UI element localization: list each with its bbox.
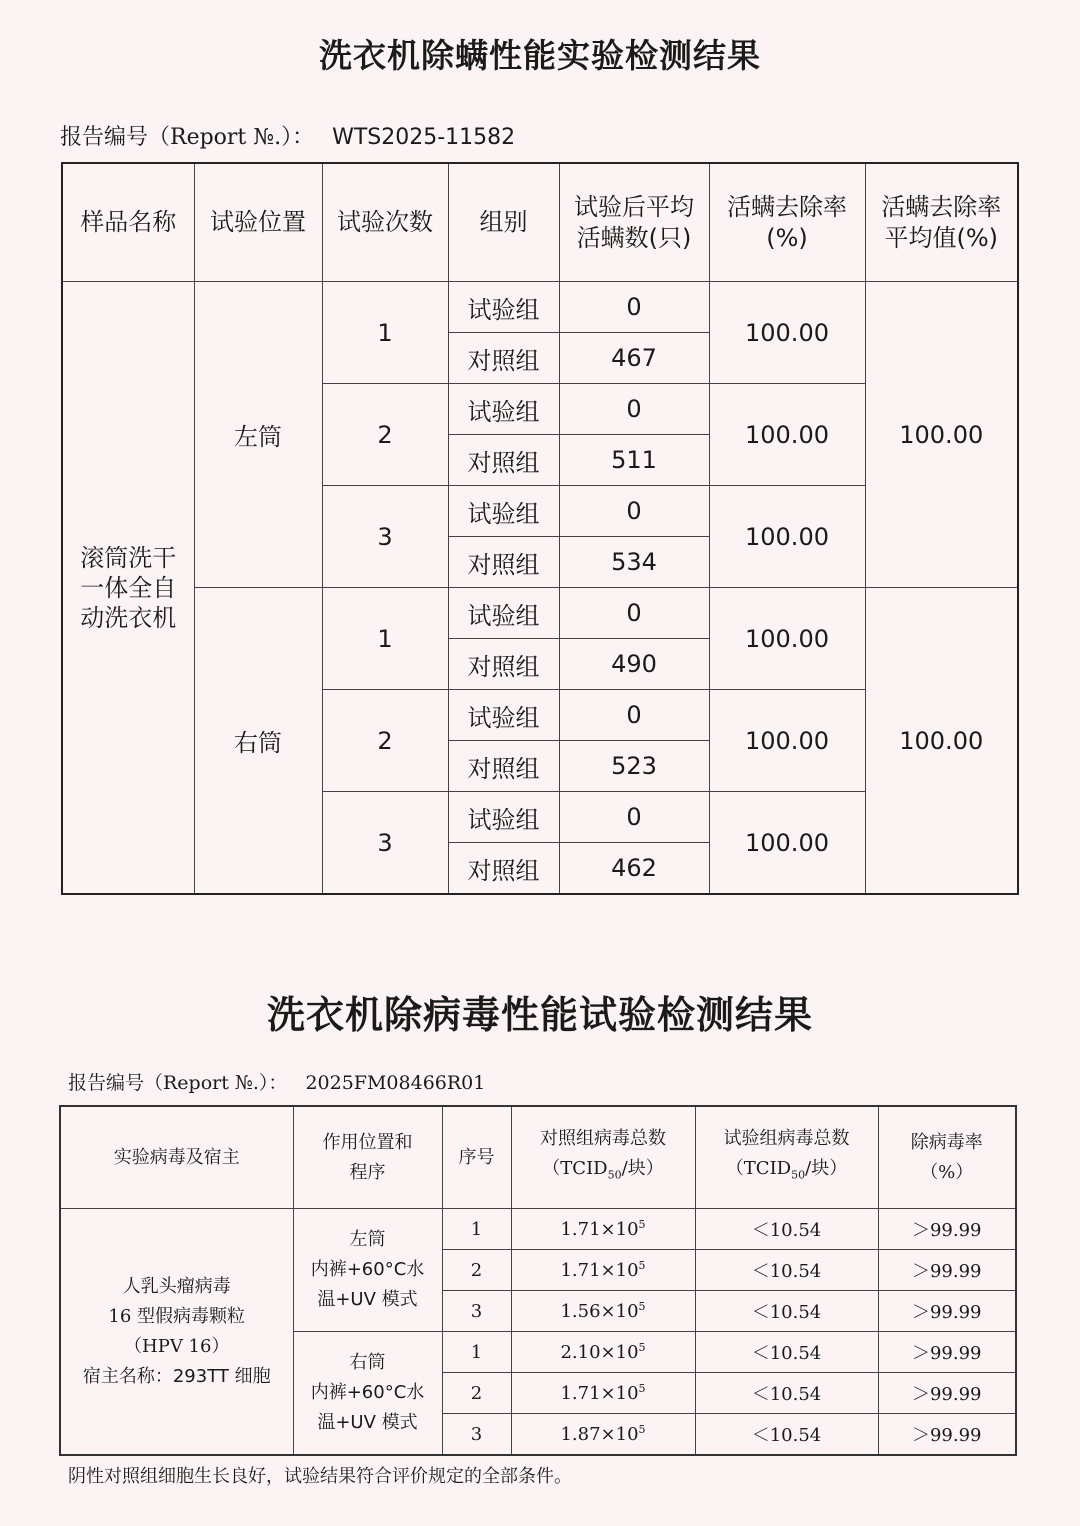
header-group: 组别 <box>448 163 559 282</box>
mite-report-label: 报告编号（Report №.）： <box>60 125 315 150</box>
group-control: 对照组 <box>448 639 559 690</box>
rate-cell: ＞99.99 <box>878 1373 1016 1414</box>
header-run-count: 试验次数 <box>322 163 448 282</box>
test-total-cell: ＜10.54 <box>695 1373 878 1414</box>
header-virus-host: 实验病毒及宿主 <box>60 1106 293 1209</box>
host-line-1: 人乳头瘤病毒 <box>122 1275 231 1297</box>
control-exponent: 5 <box>638 1300 646 1313</box>
test-total-cell: ＜10.54 <box>695 1250 878 1291</box>
rate-cell: ＞99.99 <box>878 1414 1016 1456</box>
rate-cell: ＞99.99 <box>878 1209 1016 1250</box>
header-control-total-unit <box>512 1154 695 1191</box>
removal-rate-average: 100.00 <box>865 282 1018 588</box>
footnote: 阴性对照组细胞生长良好，试验结果符合评价规定的全部条件。 <box>68 1466 572 1487</box>
host-line-3: （HPV 16） <box>124 1335 230 1357</box>
run-no: 2 <box>322 384 448 486</box>
group-test: 试验组 <box>448 792 559 843</box>
control-exponent: 5 <box>638 1382 646 1395</box>
unit-prefix: （TCID <box>725 1158 792 1180</box>
header-avg-live-mites: 试验后平均活螨数(只) <box>559 163 709 282</box>
program-line-1: 内裤+60°C水 <box>310 1382 425 1403</box>
virus-results-table <box>59 1105 1017 1456</box>
position-name: 左筒 <box>349 1229 386 1250</box>
header-control-total <box>511 1106 695 1209</box>
position-right: 右筒 <box>194 588 322 895</box>
removal-rate: 100.00 <box>709 588 865 690</box>
control-mantissa: 1.87×10 <box>560 1424 639 1445</box>
position-program-right <box>293 1332 442 1456</box>
virus-report-number <box>68 1068 485 1095</box>
control-mantissa: 1.71×10 <box>560 1219 639 1240</box>
group-control: 对照组 <box>448 435 559 486</box>
group-test: 试验组 <box>448 282 559 333</box>
table-row <box>62 282 1018 333</box>
unit-prefix: （TCID <box>542 1158 608 1180</box>
seq-cell: 3 <box>442 1414 511 1456</box>
control-total-cell <box>511 1250 695 1291</box>
unit-suffix: /块） <box>621 1158 664 1180</box>
position-program-left <box>293 1209 442 1332</box>
header-rate-label: 除病毒率 <box>910 1131 983 1153</box>
control-total-cell <box>511 1209 695 1250</box>
header-position: 试验位置 <box>194 163 322 282</box>
rate-cell: ＞99.99 <box>878 1332 1016 1373</box>
header-position-program: 作用位置和程序 <box>293 1106 442 1209</box>
run-no: 1 <box>322 588 448 690</box>
removal-rate: 100.00 <box>709 792 865 895</box>
header-test-total <box>695 1106 878 1209</box>
unit-sub: 50 <box>607 1168 622 1182</box>
control-count: 534 <box>559 537 709 588</box>
control-count: 467 <box>559 333 709 384</box>
control-count: 462 <box>559 843 709 895</box>
header-removal-rate: 活螨去除率(%) <box>709 163 865 282</box>
run-no: 1 <box>322 282 448 384</box>
mite-report-number <box>60 120 515 151</box>
group-test: 试验组 <box>448 486 559 537</box>
virus-host-cell <box>60 1209 293 1456</box>
host-line-2: 16 型假病毒颗粒 <box>108 1305 246 1327</box>
test-count: 0 <box>559 282 709 333</box>
control-total-cell <box>511 1291 695 1332</box>
control-total-cell <box>511 1414 695 1456</box>
header-control-total-label: 对照组病毒总数 <box>540 1128 666 1150</box>
control-exponent: 5 <box>638 1218 646 1231</box>
sample-name-cell: 滚筒洗干一体全自动洗衣机 <box>62 282 194 895</box>
control-count: 511 <box>559 435 709 486</box>
virus-report-label: 报告编号（Report №.）： <box>68 1072 288 1094</box>
run-no: 2 <box>322 690 448 792</box>
program-line-2: 温+UV 模式 <box>317 1412 418 1433</box>
header-test-total-label: 试验组病毒总数 <box>723 1128 850 1150</box>
position-left: 左筒 <box>194 282 322 588</box>
mite-results-table <box>61 162 1019 895</box>
seq-cell: 2 <box>442 1373 511 1414</box>
control-total-cell <box>511 1373 695 1414</box>
rate-cell: ＞99.99 <box>878 1250 1016 1291</box>
virus-header-row <box>60 1106 1016 1209</box>
test-total-cell: ＜10.54 <box>695 1209 878 1250</box>
test-total-cell: ＜10.54 <box>695 1414 878 1456</box>
mite-title: 洗衣机除螨性能实验检测结果 <box>319 36 761 75</box>
group-control: 对照组 <box>448 741 559 792</box>
table-row <box>62 588 1018 639</box>
header-seq: 序号 <box>442 1106 511 1209</box>
position-name: 右筒 <box>349 1352 386 1373</box>
header-removal-rate-avg: 活螨去除率平均值(%) <box>865 163 1018 282</box>
removal-rate: 100.00 <box>709 486 865 588</box>
removal-rate-average: 100.00 <box>865 588 1018 895</box>
test-count: 0 <box>559 690 709 741</box>
seq-cell: 3 <box>442 1291 511 1332</box>
control-mantissa: 1.56×10 <box>560 1301 639 1322</box>
control-exponent: 5 <box>638 1341 646 1354</box>
group-test: 试验组 <box>448 690 559 741</box>
removal-rate: 100.00 <box>709 690 865 792</box>
group-test: 试验组 <box>448 384 559 435</box>
program-line-1: 内裤+60°C水 <box>310 1259 425 1280</box>
control-total-cell <box>511 1332 695 1373</box>
removal-rate: 100.00 <box>709 384 865 486</box>
test-total-cell: ＜10.54 <box>695 1291 878 1332</box>
seq-cell: 1 <box>442 1209 511 1250</box>
mite-header-row <box>62 163 1018 282</box>
header-rate <box>878 1106 1016 1209</box>
unit-suffix: /块） <box>805 1158 848 1180</box>
control-count: 523 <box>559 741 709 792</box>
test-total-cell: ＜10.54 <box>695 1332 878 1373</box>
control-exponent: 5 <box>638 1423 646 1436</box>
host-line-4: 宿主名称：293TT 细胞 <box>82 1365 271 1387</box>
header-sample-name: 样品名称 <box>62 163 194 282</box>
unit-sub: 50 <box>791 1168 806 1182</box>
table-row <box>60 1209 1016 1250</box>
test-count: 0 <box>559 588 709 639</box>
group-test: 试验组 <box>448 588 559 639</box>
control-mantissa: 2.10×10 <box>560 1342 639 1363</box>
group-control: 对照组 <box>448 843 559 895</box>
run-no: 3 <box>322 486 448 588</box>
header-test-total-unit <box>696 1154 878 1191</box>
group-control: 对照组 <box>448 333 559 384</box>
program-line-2: 温+UV 模式 <box>317 1289 418 1310</box>
test-count: 0 <box>559 486 709 537</box>
mite-report-value: WTS2025-11582 <box>332 125 516 150</box>
virus-title: 洗衣机除病毒性能试验检测结果 <box>266 993 813 1037</box>
virus-report-value: 2025FM08466R01 <box>305 1072 486 1094</box>
removal-rate: 100.00 <box>709 282 865 384</box>
control-mantissa: 1.71×10 <box>560 1260 639 1281</box>
test-count: 0 <box>559 384 709 435</box>
group-control: 对照组 <box>448 537 559 588</box>
control-exponent: 5 <box>638 1259 646 1272</box>
run-no: 3 <box>322 792 448 895</box>
header-rate-unit: （%） <box>920 1161 974 1183</box>
rate-cell: ＞99.99 <box>878 1291 1016 1332</box>
seq-cell: 2 <box>442 1250 511 1291</box>
test-count: 0 <box>559 792 709 843</box>
seq-cell: 1 <box>442 1332 511 1373</box>
control-count: 490 <box>559 639 709 690</box>
control-mantissa: 1.71×10 <box>560 1383 639 1404</box>
